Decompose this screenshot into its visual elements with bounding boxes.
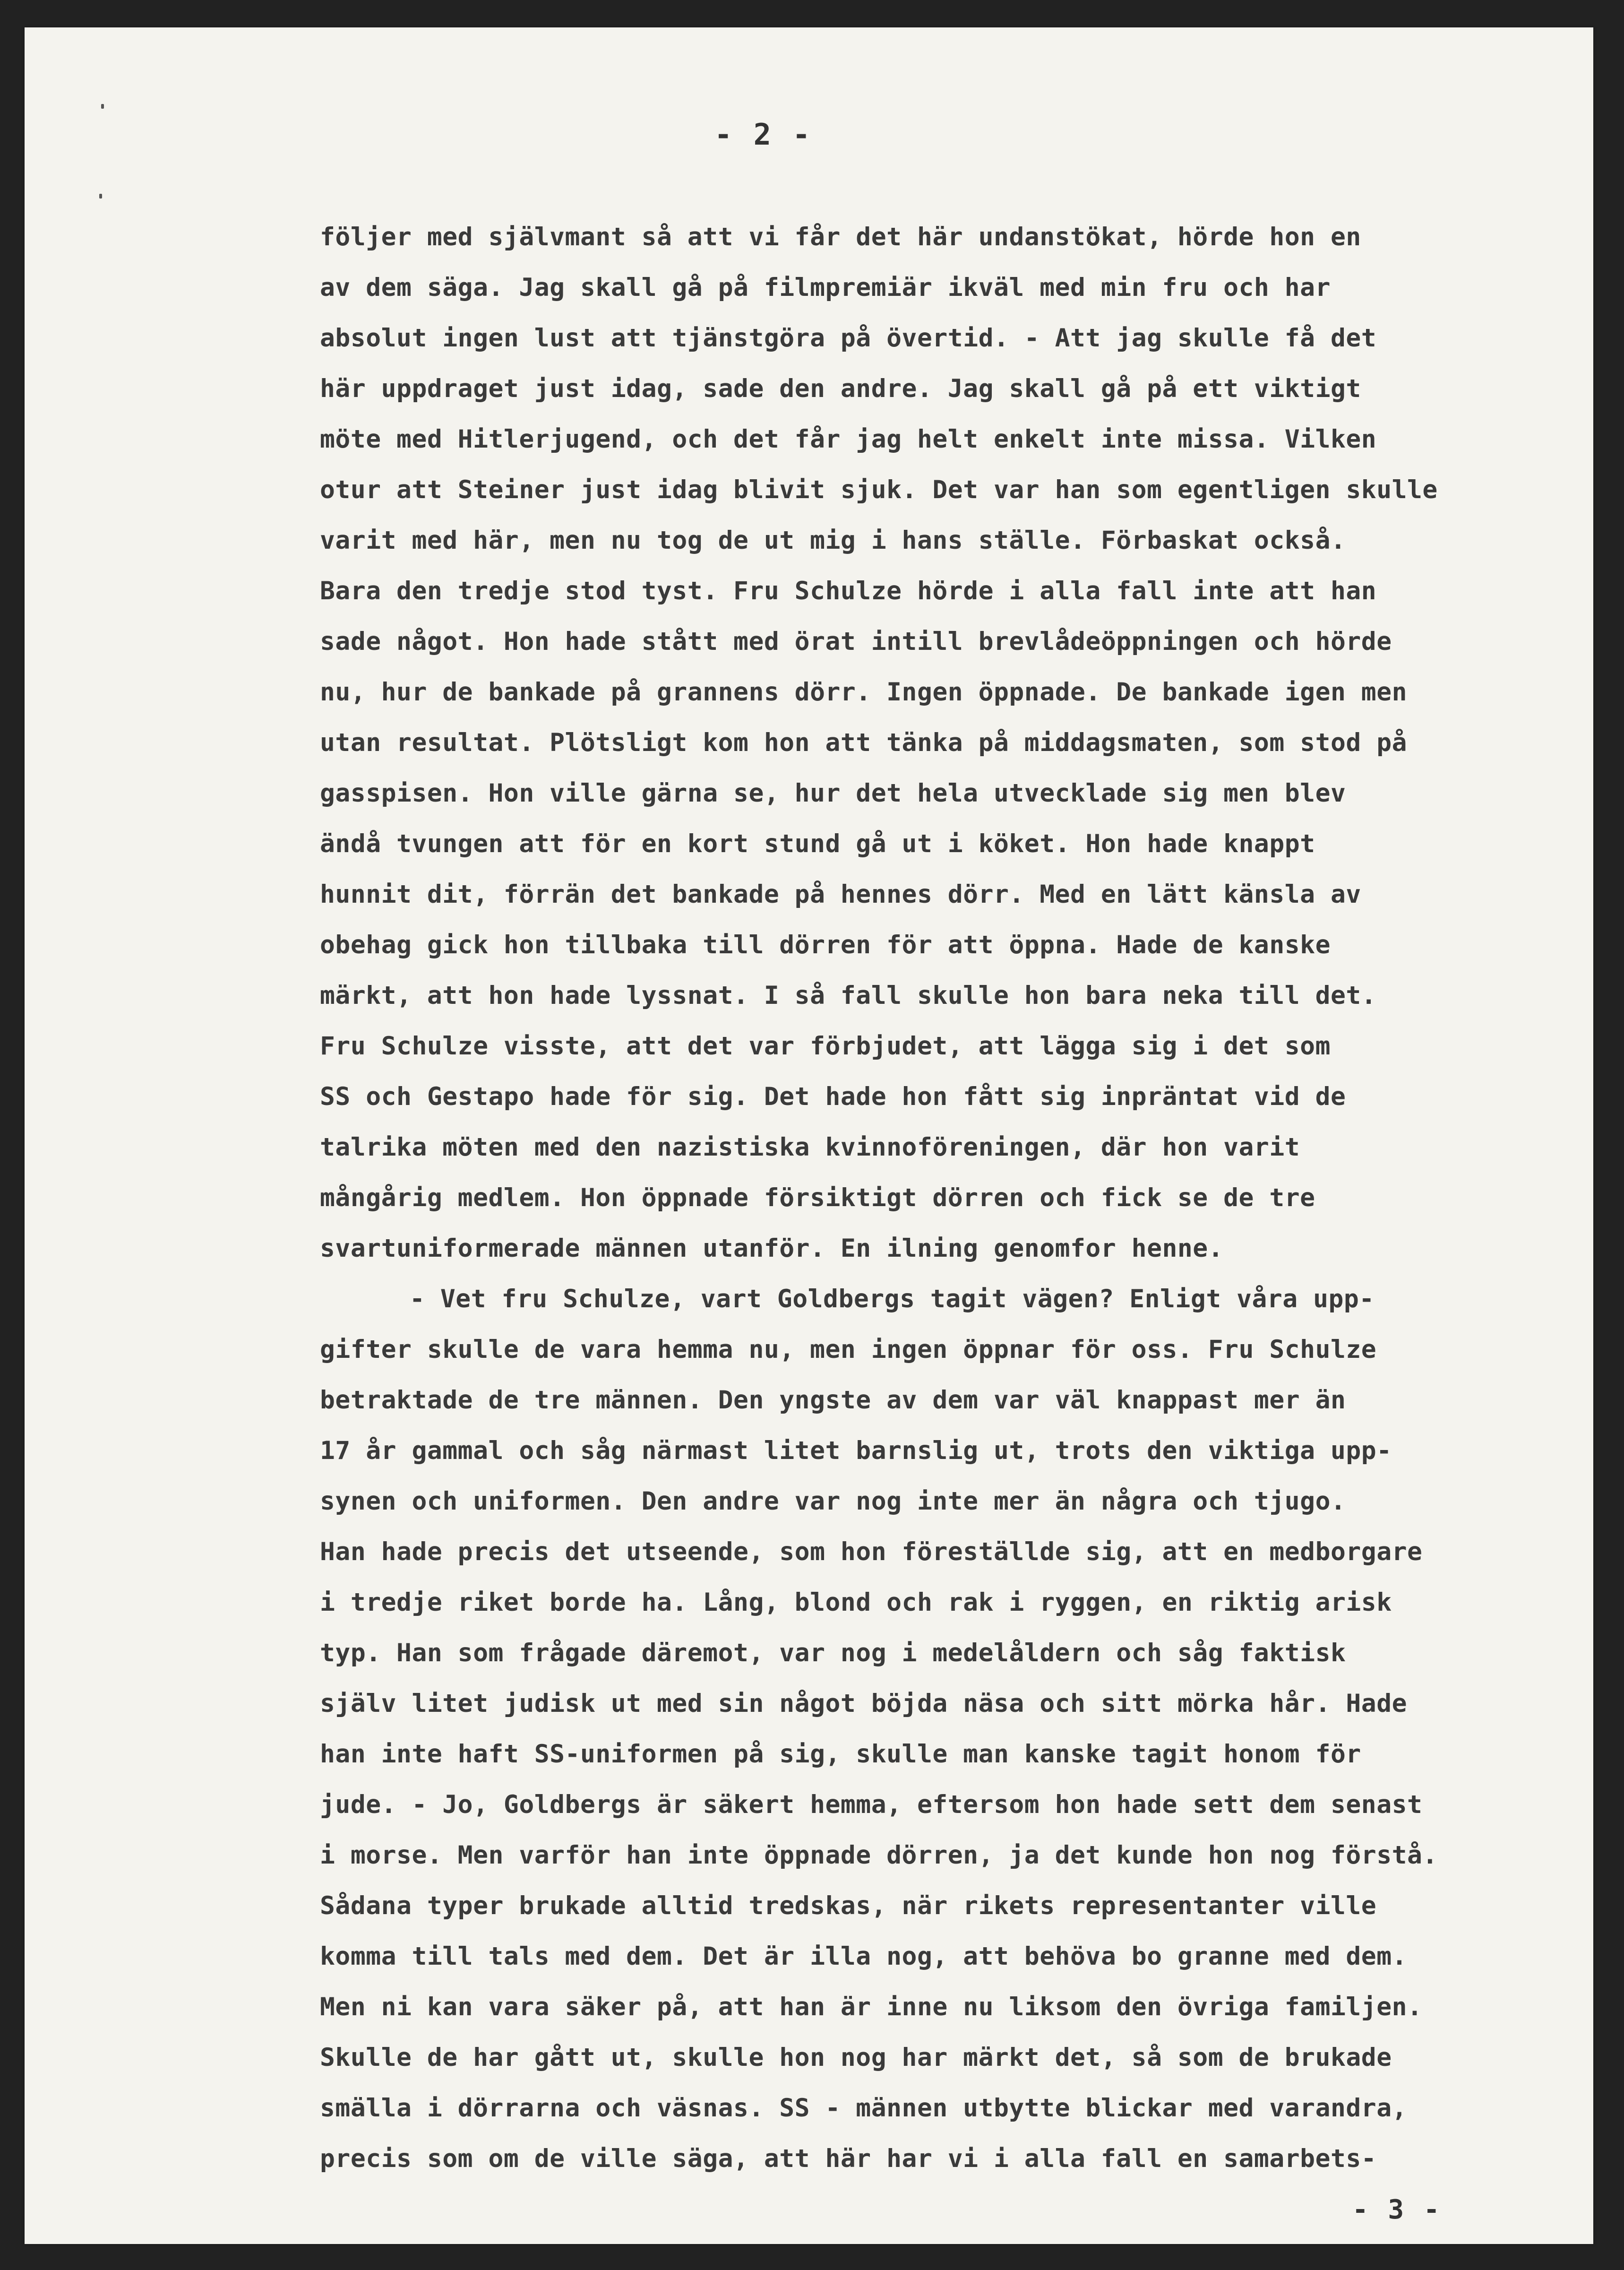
next-page-marker: - 3 - [1352, 2194, 1442, 2225]
text-line: i morse. Men varför han inte öppnade dörren, ja det kunde hon nog förstå. [320, 1841, 1438, 1870]
margin-mark [101, 104, 104, 109]
text-line: jude. - Jo, Goldbergs är säkert hemma, eftersom hon hade sett dem senast [320, 1790, 1423, 1819]
text-line: Men ni kan vara säker på, att han är inne nu liksom den övriga familjen. [320, 1993, 1423, 2021]
text-line: själv litet judisk ut med sin något böjda näsa och sitt mörka hår. Hade [320, 1689, 1408, 1718]
text-line: ändå tvungen att för en kort stund gå ut i köket. Hon hade knappt [320, 829, 1315, 858]
text-line: synen och uniformen. Den andre var nog inte mer än några och tjugo. [320, 1487, 1346, 1516]
text-line: mångårig medlem. Hon öppnade försiktigt dörren och fick se de tre [320, 1183, 1315, 1212]
text-line: Han hade precis det utseende, som hon föreställde sig, att en medborgare [320, 1537, 1423, 1566]
text-line: nu, hur de bankade på grannens dörr. Ingen öppnade. De bankade igen men [320, 678, 1408, 707]
text-line: betraktade de tre männen. Den yngste av dem var väl knappast mer än [320, 1386, 1346, 1415]
text-line: följer med självmant så att vi får det här undanstökat, hörde hon en [320, 223, 1361, 251]
text-line: märkt, att hon hade lyssnat. I så fall skulle hon bara neka till det. [320, 981, 1377, 1010]
body-text [320, 212, 1596, 2184]
text-line: - Vet fru Schulze, vart Goldbergs tagit vägen? Enligt våra upp- [410, 1285, 1375, 1313]
text-line: absolut ingen lust att tjänstgöra på övertid. - Att jag skulle få det [320, 324, 1377, 353]
text-line: i tredje riket borde ha. Lång, blond och rak i ryggen, en riktig arisk [320, 1588, 1392, 1617]
text-line: obehag gick hon tillbaka till dörren för att öppna. Hade de kanske [320, 931, 1331, 959]
text-line: komma till tals med dem. Det är illa nog, att behöva bo granne med dem. [320, 1942, 1408, 1971]
text-line: 17 år gammal och såg närmast litet barnslig ut, trots den viktiga upp- [320, 1436, 1392, 1465]
typewritten-page [25, 27, 1593, 2244]
text-line: av dem säga. Jag skall gå på filmpremiär ikväl med min fru och har [320, 273, 1331, 302]
margin-mark [99, 194, 102, 199]
text-line: han inte haft SS-uniformen på sig, skulle man kanske tagit honom för [320, 1740, 1361, 1769]
text-line: SS och Gestapo hade för sig. Det hade hon fått sig inpräntat vid de [320, 1082, 1346, 1111]
text-line: smälla i dörrarna och väsnas. SS - männen utbytte blickar med varandra, [320, 2094, 1408, 2123]
text-line: varit med här, men nu tog de ut mig i hans ställe. Förbaskat också. [320, 526, 1346, 555]
text-line: Sådana typer brukade alltid tredskas, när rikets representanter ville [320, 1891, 1377, 1920]
text-line: gifter skulle de vara hemma nu, men ingen öppnar för oss. Fru Schulze [320, 1335, 1377, 1364]
page-number: - 2 - [714, 117, 812, 152]
text-line: Bara den tredje stod tyst. Fru Schulze hörde i alla fall inte att han [320, 577, 1377, 605]
text-line: Fru Schulze visste, att det var förbjudet, att lägga sig i det som [320, 1032, 1331, 1061]
text-line: talrika möten med den nazistiska kvinnoföreningen, där hon varit [320, 1133, 1300, 1162]
text-line: precis som om de ville säga, att här har vi i alla fall en samarbets- [320, 2144, 1377, 2173]
text-line: sade något. Hon hade stått med örat intill brevlådeöppningen och hörde [320, 627, 1392, 656]
text-line: Skulle de har gått ut, skulle hon nog har märkt det, så som de brukade [320, 2043, 1392, 2072]
text-line: utan resultat. Plötsligt kom hon att tänka på middagsmaten, som stod på [320, 728, 1408, 757]
text-line: otur att Steiner just idag blivit sjuk. Det var han som egentligen skulle [320, 475, 1438, 504]
text-line: typ. Han som frågade däremot, var nog i medelåldern och såg faktisk [320, 1639, 1346, 1667]
text-line: möte med Hitlerjugend, och det får jag helt enkelt inte missa. Vilken [320, 425, 1377, 454]
text-line: här uppdraget just idag, sade den andre. Jag skall gå på ett viktigt [320, 374, 1361, 403]
text-line: hunnit dit, förrän det bankade på hennes dörr. Med en lätt känsla av [320, 880, 1361, 909]
text-line: svartuniformerade männen utanför. En ilning genomfor henne. [320, 1234, 1224, 1263]
text-line: gasspisen. Hon ville gärna se, hur det hela utvecklade sig men blev [320, 779, 1346, 808]
